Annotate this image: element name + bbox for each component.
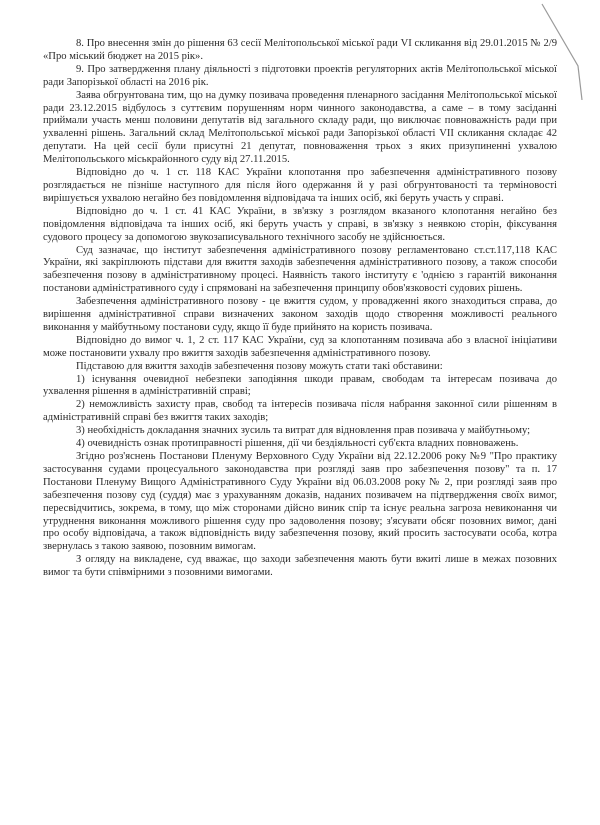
paragraph-item-8: 8. Про внесення змін до рішення 63 сесії Мелітопольської міської ради VI скликання від 29.01.2015 № 2/9 «Про міський бюджет на 2015 рік». xyxy=(43,38,557,62)
paragraph-conclusion: З огляду на викладене, суд вважає, що заходи забезпечення мають бути вжиті лише в межах позовних вимог та бути співмірними з позовними вимогами. xyxy=(43,554,557,579)
paragraph-court-notes: Суд зазначає, що інститут забезпечення адміністративного позову регламентовано ст.ст.117,118 КАС України, які закріплюють підстави для вжиття заходів забезпечення адміністративного позову, а також способи забезпечення позову в адміністративному процесі. Наявність такого інституту є 'однією з гарантій виконання постанови адміністративного суду і спрямовані на забезпечення принципу обов'язковості судових рішень. xyxy=(43,244,557,295)
list-item-4: 4) очевидність ознак протиправності рішення, дії чи бездіяльності суб'єкта владних повноважень. xyxy=(76,438,519,450)
paragraph-item-9: 9. Про затвердження плану діяльності з підготовки проектів регуляторних актів Мелітопольської міської ради Запорізької області на 2016 рік. xyxy=(43,63,557,88)
document-page xyxy=(43,38,557,580)
paragraph-definition: Забезпечення адміністративного позову - це вжиття судом, у провадженні якого знаходиться справа, до вирішення адміністративної справи визначених законом заходів щодо створення можливості реального виконання у майбутньому постанови суду, якщо її буде прийнято на користь позивача. xyxy=(43,296,557,333)
list-item-2: 2) неможливість захисту прав, свобод та інтересів позивача після набрання законної сили рішенням в адміністративній справі без вжиття таких заходів; xyxy=(43,399,557,424)
paragraph-grounds-intro: Підставою для вжиття заходів забезпечення позову можуть стати такі обставини: xyxy=(76,360,443,372)
paragraph-art-118: Відповідно до ч. 1 ст. 118 КАС України клопотання про забезпечення адміністративного позову розглядається не пізніше наступного для після його одержання й у разі обгрунтованості та терміновості вирішується ухвалою негайно без повідомлення відповідача та інших осіб, які беруть участь у справі. xyxy=(43,167,557,204)
paragraph-claim-grounds: Заява обгрунтована тим, що на думку позивача проведення пленарного засідання Мелітопольської міської ради 23.12.2015 відбулось з суттєвим порушенням норм чинного законодавства, а саме – в тому засіданні приймали участь менш половини депутатів від загального складу ради, що виключає повноважність ради при ухваленні рішень. Загальний склад Мелітопольської міської ради Запорізької області VII скликання складає 42 депутати. На цей сесії були присутні 21 депутат, повноваження трьох з яких призупиненні ухвалою Мелітопольського міськрайонного суду від 27.11.2015. xyxy=(43,89,557,166)
list-item-1: 1) існування очевидної небезпеки заподіяння шкоди правам, свободам та інтересам позивача до ухвалення рішення в адміністративній справі; xyxy=(43,373,557,398)
paragraph-plenum-clarifications: Згідно роз'яснень Постанови Пленуму Верховного Суду України від 22.12.2006 року №9 "Про практику застосування судами процесуального законодавства при розгляді заяв про забезпечення позову" та п. 17 Постанови Пленуму Вищого Адміністративного Суду України від 06.03.2008 року № 2, при розгляді заяв про забезпечення позову суд (суддя) має з урахуванням доказів, наданих позивачем на підтвердження своїх вимог, пересвідчитись, зокрема, в тому, що між сторонами дійсно виник спір та існує реальна загроза невиконання чи утруднення виконання можливого рішення суду про задоволення позову; з'ясувати обсяг позовних вимог, дані про особу відповідача, а також відповідність виду забезпечення позову, який просить застосувати особа, котра звернулась з такою заявою, позовним вимогам. xyxy=(43,451,557,553)
list-item-3: 3) необхідність докладання значних зусиль та витрат для відновлення прав позивача у майбутньому; xyxy=(76,425,531,437)
paragraph-art-41: Відповідно до ч. 1 ст. 41 КАС України, в зв'язку з розглядом вказаного клопотання негайно без повідомлення відповідача та інших осіб, які беруть участь у справі, в зв'язку з неявкою сторін, фіксування судового процесу за допомогою звукозаписувального технічного засобу не здійснюється. xyxy=(43,205,557,243)
paragraph-art-117: Відповідно до вимог ч. 1, 2 ст. 117 КАС України, суд за клопотанням позивача або з власної ініціативи може постановити ухвалу про вжиття заходів забезпечення адміністративного позову. xyxy=(43,334,557,359)
